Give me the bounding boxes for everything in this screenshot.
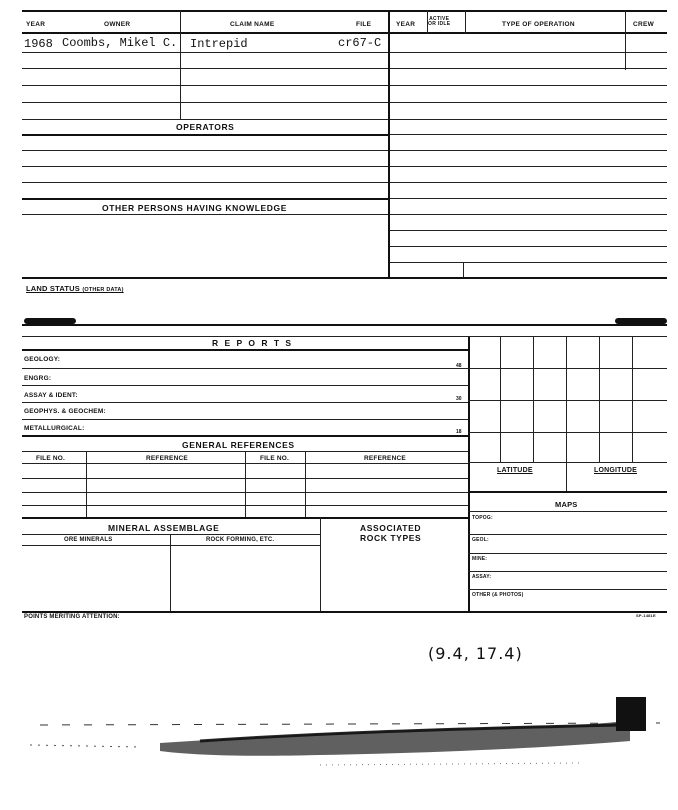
other-persons-heading: OTHER PERSONS HAVING KNOWLEDGE [102,203,288,213]
report-assay-num: 30 [456,396,462,402]
divider-lower-right [463,262,464,278]
gr-col-file-no-2: FILE NO. [260,455,290,462]
ore-minerals-label: ORE MINERALS [64,537,113,543]
maps-other: OTHER (& PHOTOS) [472,592,524,598]
record-claim-name: Intrepid [190,37,248,51]
header-file: FILE [356,21,372,28]
report-metallurgical: METALLURGICAL: [24,425,85,432]
report-geology: GEOLOGY: [24,356,61,363]
land-status-label: LAND STATUS (OTHER DATA) [26,284,124,293]
report-geophys: GEOPHYS. & GEOCHEM: [24,408,106,415]
header-crew: CREW [633,21,655,28]
maps-topog: TOPOG: [472,515,493,521]
general-references-heading: GENERAL REFERENCES [182,440,295,450]
operators-heading: OPERATORS [176,122,235,132]
header-owner: OWNER [104,21,131,28]
record-owner: Coombs, Mikel C. [62,36,178,50]
handwritten-coordinates: (9.4, 17.4) [428,644,523,663]
form-code: SP-1481E [636,613,656,618]
header-year: YEAR [26,21,46,28]
report-metallurgical-num: 18 [456,429,462,435]
report-assay: ASSAY & IDENT: [24,392,78,399]
reports-heading: R E P O R T S [212,338,294,348]
header-active-idle: ACTIVE OR IDLE [428,16,451,27]
maps-heading: MAPS [555,500,578,509]
points-meriting-attention: POINTS MERITING ATTENTION: [24,614,120,620]
record-file: cr67-C [338,36,382,50]
divider-year-active [427,10,428,34]
gr-col-reference-2: REFERENCE [364,455,406,462]
maps-assay: ASSAY: [472,574,492,580]
maps-mine: MINE: [472,556,488,562]
record-year: 1968 [24,37,53,51]
latitude-label: LATITUDE [497,467,533,474]
divider-type-crew [625,10,626,70]
divider-owner-claim [180,10,181,120]
rock-types-label: ROCK TYPES [360,533,422,543]
header-year-2: YEAR [396,21,416,28]
report-engrg: ENGRG: [24,375,52,382]
longitude-label: LONGITUDE [594,467,638,474]
maps-geol: GEOL: [472,537,489,543]
mineral-assemblage-heading: MINERAL ASSEMBLAGE [108,523,220,533]
divider-left-right [388,10,390,278]
divider-active-type [465,10,466,34]
header-claim-name: CLAIM NAME [230,21,275,28]
report-geology-num: 48 [456,363,462,369]
rock-forming-label: ROCK FORMING, ETC. [206,537,275,543]
header-type-of-operation: TYPE OF OPERATION [502,21,575,28]
top-border [22,10,667,12]
gr-col-reference-1: REFERENCE [146,455,188,462]
associated-label: ASSOCIATED [360,523,422,533]
gr-col-file-no-1: FILE NO. [36,455,66,462]
scan-noise [20,695,670,775]
header-underline [22,32,667,34]
